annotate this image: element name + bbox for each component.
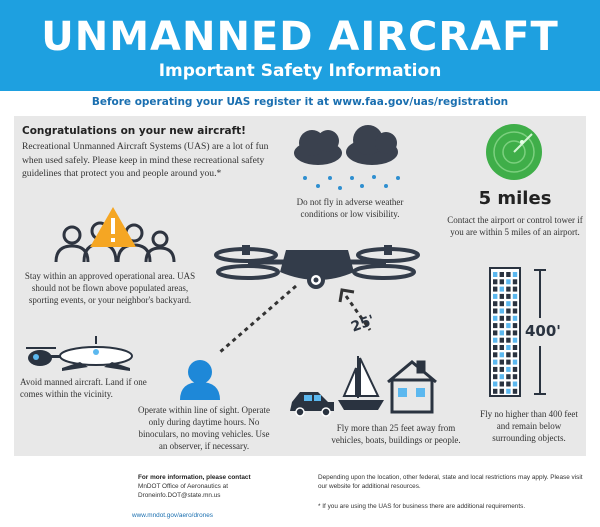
intro-title: Congratulations on your new aircraft!: [22, 125, 246, 137]
car-icon: [290, 392, 334, 416]
building-icon: [490, 268, 520, 396]
line-of-sight: [220, 286, 296, 352]
office-label: MnDOT Office of Aeronautics at: [138, 483, 228, 490]
area-tip: Stay within an approved operational area. UAS should not be flown above populated areas, sporting events, or your neighbor's backyard.: [24, 271, 196, 305]
business-note: * If you are using the UAS for business there are additional requirements.: [318, 503, 526, 510]
airplane-icon: [60, 336, 132, 371]
airport-tip: Contact the airport or control tower if you are within 5 miles of an airport.: [447, 215, 583, 237]
page-title: UNMANNED AIRCRAFT: [41, 14, 559, 60]
website-link[interactable]: www.mndot.gov/aero/drones: [132, 512, 213, 519]
registration-note: Before operating your UAS register it at www.faa.gov/uas/registration: [91, 96, 509, 108]
weather-tip: Do not fly in adverse weather conditions or low visibility.: [296, 197, 404, 219]
page-subtitle: Important Safety Information: [158, 61, 442, 81]
height-tip: Fly no higher than 400 feet and remain below surrounding objects.: [480, 409, 578, 443]
person-icon: [180, 360, 220, 400]
more-info-label: For more information, please contact: [138, 474, 251, 481]
manned-aircraft-tip: Avoid manned aircraft. Land if one comes within the vicinity.: [20, 377, 147, 399]
height-label: 400': [525, 322, 561, 340]
line-of-sight-tip: Operate within line of sight. Operate only during daytime hours. No binoculars, no moving vehicles. Use an observer, if necessary.: [138, 405, 270, 451]
contact-email[interactable]: Droneinfo.DOT@state.mn.us: [138, 492, 221, 499]
house-icon: [388, 362, 436, 412]
storm-cloud-icon: [294, 125, 398, 165]
intro-text: Recreational Unmanned Aircraft Systems (UAS) are a lot of fun when used safely. Please keep in mind these recreational safety guidelines that protect you and people around you.*: [22, 141, 269, 179]
radar-icon: [486, 124, 542, 180]
airport-distance: 5 miles: [478, 188, 552, 209]
sailboat-icon: [338, 356, 384, 410]
drone-icon: [216, 245, 418, 289]
distance-tip: Fly more than 25 feet away from vehicles, boats, buildings or people.: [331, 423, 461, 445]
restrictions-note: Depending upon the location, other federal, state and local restrictions may apply. Please visit our website for additional resources.: [318, 474, 583, 490]
rain-drops-icon: [303, 175, 400, 190]
footer: [0, 456, 600, 527]
distance-label: 25': [348, 312, 377, 336]
